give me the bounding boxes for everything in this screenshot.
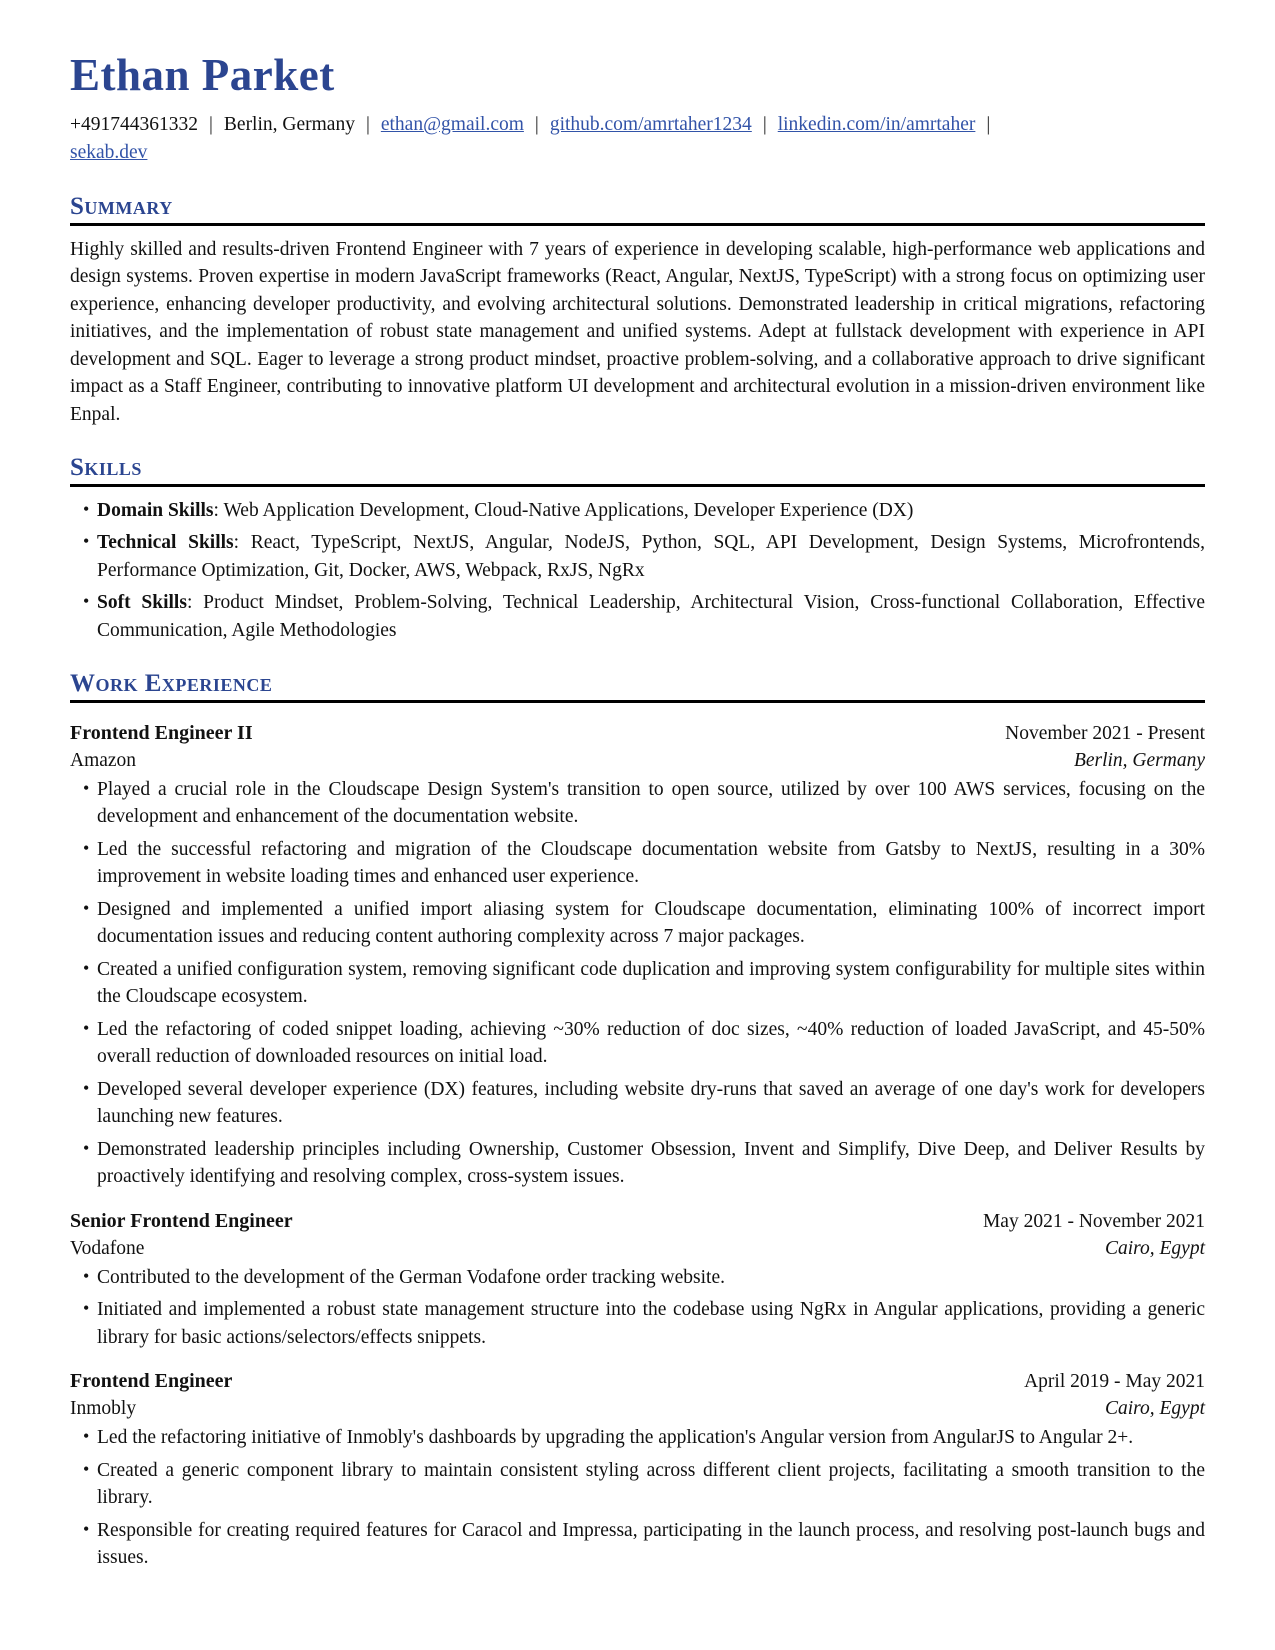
job-entry <box>70 720 1205 1191</box>
job-location: Cairo, Egypt <box>1104 1237 1205 1259</box>
contact-separator: | <box>209 114 213 136</box>
section-title-skills: Skills <box>70 454 1205 487</box>
bullet-item: • Created a unified configuration system, removing significant code duplication and improving system configurability for multiple sites within the Cloudscape ecosystem. <box>70 956 1205 1011</box>
job-header-row <box>70 1368 1205 1395</box>
bullet-item: • Initiated and implemented a robust state management structure into the codebase using NgRx in Angular applications, providing a generic library for basic actions/selectors/effects snippets. <box>70 1296 1205 1351</box>
job-header-row <box>70 1208 1205 1235</box>
skills-list <box>70 497 1205 645</box>
section-title-experience: Work Experience <box>70 670 1205 703</box>
skill-item-technical <box>70 529 1205 584</box>
skill-label: Domain Skills <box>97 499 214 521</box>
job-entry <box>70 1368 1205 1572</box>
bullet-item: • Led the refactoring initiative of Inmobly's dashboards by upgrading the application's Angular version from AngularJS to Angular 2+. <box>70 1424 1205 1452</box>
summary-paragraph: Highly skilled and results-driven Frontend Engineer with 7 years of experience in developing scalable, high-performance web applications and design systems. Proven expertise in modern JavaScript frameworks (React, Angular, NextJS, TypeScript) with a strong focus on optimizing user experience, enhancing developer productivity, and evolving architectural solutions. Demonstrated leadership in critical migrations, refactoring initiatives, and the implementation of robust state management and unified systems. Adept at fullstack development with experience in API development and SQL. Eager to leverage a strong product mindset, proactive problem-solving, and a collaborative approach to drive significant impact as a Staff Engineer, contributing to innovative platform UI development and architectural evolution in a mission-driven environment like Enpal. <box>70 238 1205 425</box>
job-location: Berlin, Germany <box>1073 749 1205 771</box>
skill-item-soft <box>70 589 1205 644</box>
bullet-item: • Contributed to the development of the German Vodafone order tracking website. <box>70 1264 1205 1292</box>
bullet-item: • Developed several developer experience (DX) features, including website dry-runs that saved an average of one day's work for developers launching new features. <box>70 1076 1205 1131</box>
job-bullets <box>70 1264 1205 1352</box>
job-subheader-row <box>70 1235 1205 1262</box>
job-dates: April 2019 - May 2021 <box>1024 1371 1205 1393</box>
email-link[interactable]: ethan@gmail.com <box>380 114 524 136</box>
bullet-item: • Created a generic component library to maintain consistent styling across different client projects, facilitating a smooth transition to the library. <box>70 1457 1205 1512</box>
skill-label: Soft Skills <box>97 592 187 614</box>
job-company: Inmobly <box>70 1398 137 1420</box>
phone-text: +491744361332 <box>70 114 198 136</box>
contact-separator: | <box>986 114 991 136</box>
contact-separator: | <box>365 114 370 136</box>
website-link[interactable]: sekab.dev <box>70 142 148 164</box>
job-dates: May 2021 - November 2021 <box>982 1210 1205 1232</box>
job-company: Amazon <box>70 749 137 771</box>
bullet-item: • Played a crucial role in the Cloudscape Design System's transition to open source, utilized by over 100 AWS services, focusing on the development and enhancement of the documentation website. <box>70 776 1205 831</box>
job-role: Frontend Engineer II <box>70 721 253 744</box>
section-title-summary: Summary <box>70 193 1205 226</box>
bullet-item: • Designed and implemented a unified import aliasing system for Cloudscape documentation, eliminating 100% of incorrect import documentation issues and reducing content authoring complexity across 7 major packages. <box>70 896 1205 951</box>
contact-separator: | <box>534 114 539 136</box>
name-heading: Ethan Parket <box>70 50 335 100</box>
job-subheader-row <box>70 747 1205 774</box>
contact-separator: | <box>762 114 767 136</box>
bullet-item: • Responsible for creating required features for Caracol and Impressa, participating in the launch process, and resolving post-launch bugs and issues. <box>70 1517 1205 1572</box>
job-role: Frontend Engineer <box>70 1370 233 1393</box>
job-subheader-row <box>70 1395 1205 1422</box>
job-header-row <box>70 720 1205 747</box>
job-entry <box>70 1208 1205 1352</box>
skill-text: : Product Mindset, Problem-Solving, Technical Leadership, Architectural Vision, Cross-functional Collaboration, Effective Communication, Agile Methodologies <box>97 592 1205 641</box>
bullet-item: • Led the refactoring of coded snippet loading, achieving ~30% reduction of doc sizes, ~40% reduction of loaded JavaScript, and 45-50% overall reduction of downloaded resources on initial load. <box>70 1016 1205 1071</box>
bullet-item: • Demonstrated leadership principles including Ownership, Customer Obsession, Invent and Simplify, Dive Deep, and Deliver Results by proactively identifying and resolving complex, cross-system issues. <box>70 1136 1205 1191</box>
skill-item-domain <box>70 497 1205 525</box>
job-company: Vodafone <box>70 1237 145 1259</box>
skill-text: : Web Application Development, Cloud-Native Applications, Developer Experience (DX) <box>213 499 914 521</box>
linkedin-link[interactable]: linkedin.com/in/amrtaher <box>777 114 976 136</box>
bullet-item: • Led the successful refactoring and migration of the Cloudscape documentation website from Gatsby to NextJS, resulting in a 30% improvement in website loading times and enhanced user experience. <box>70 836 1205 891</box>
job-bullets <box>70 776 1205 1191</box>
skill-label: Technical Skills <box>97 532 234 554</box>
job-dates: November 2021 - Present <box>1005 722 1205 744</box>
job-location: Cairo, Egypt <box>1104 1398 1205 1420</box>
skill-text: : React, TypeScript, NextJS, Angular, NodeJS, Python, SQL, API Development, Design Systems, Microfrontends, Performance Optimization, Git, Docker, AWS, Webpack, RxJS, NgRx <box>97 532 1205 581</box>
contact-line <box>70 111 1205 167</box>
github-link[interactable]: github.com/amrtaher1234 <box>549 114 752 136</box>
job-role: Senior Frontend Engineer <box>70 1209 293 1232</box>
job-bullets <box>70 1424 1205 1572</box>
location-text: Berlin, Germany <box>223 114 355 136</box>
